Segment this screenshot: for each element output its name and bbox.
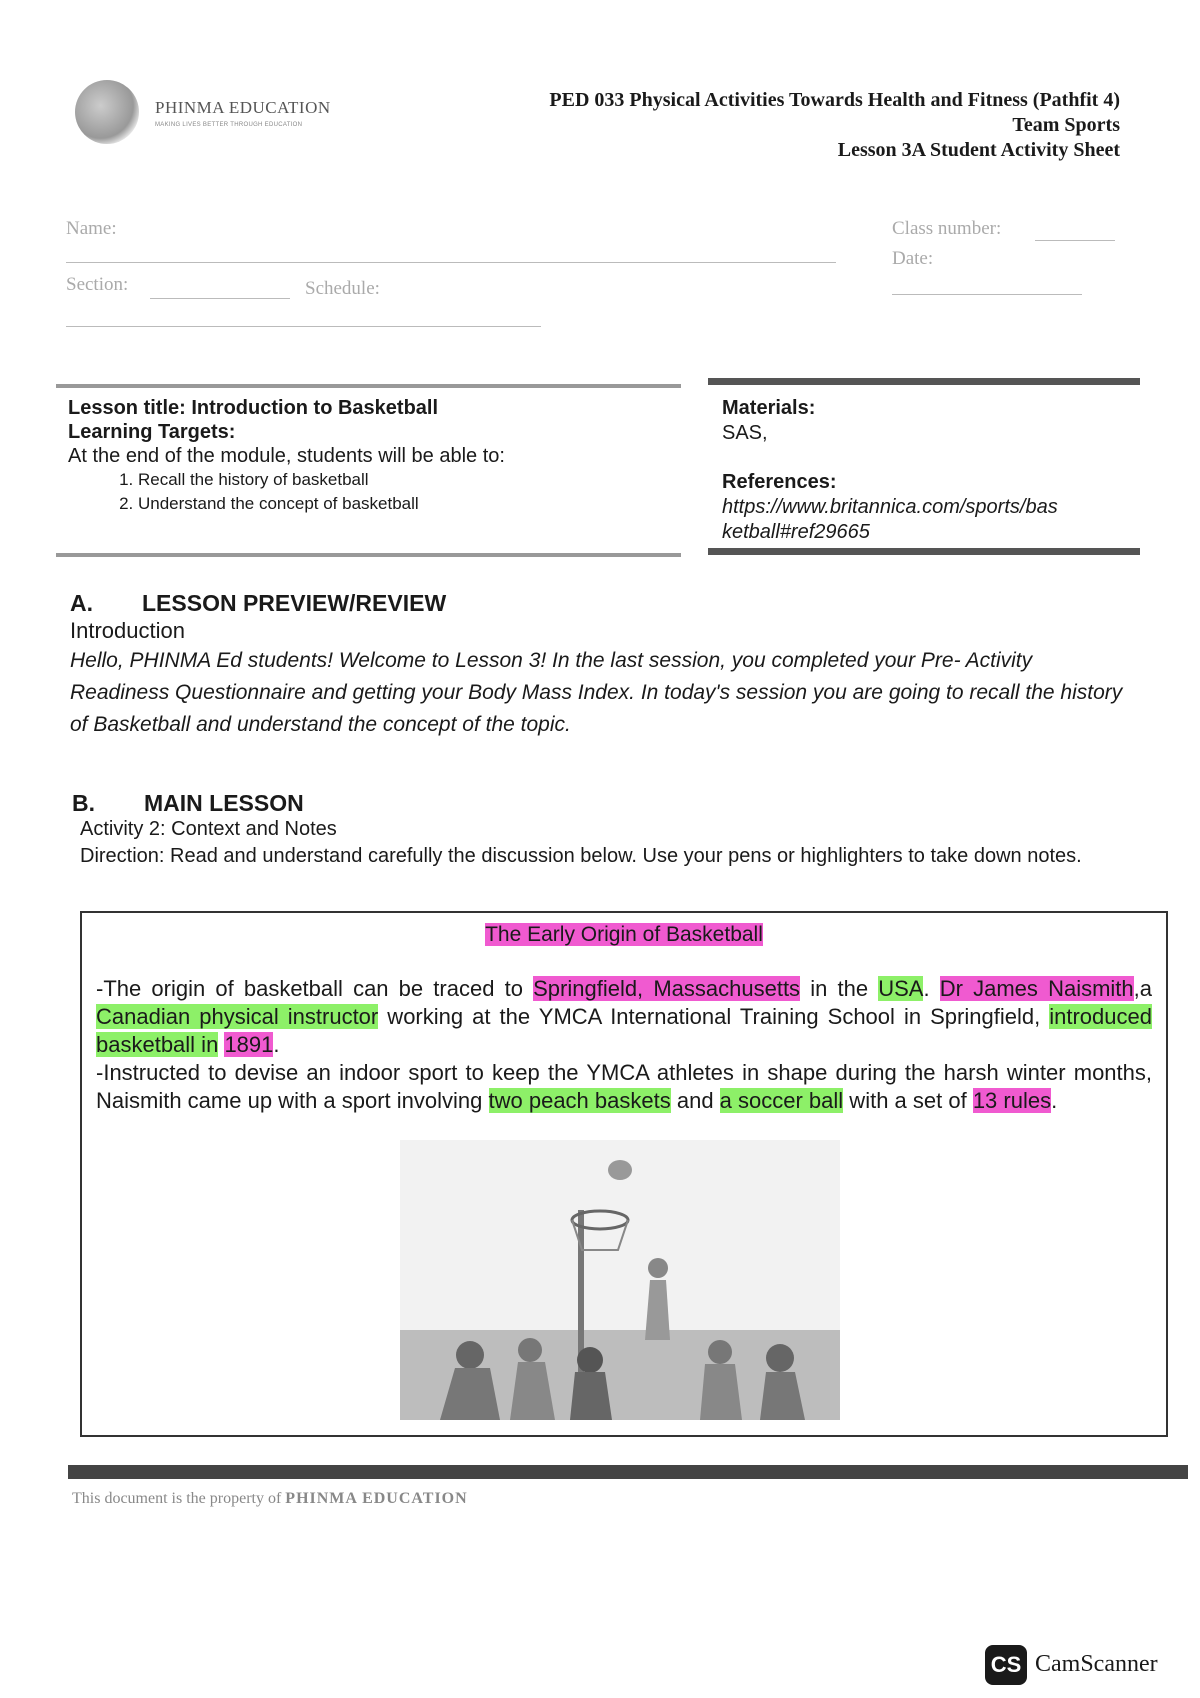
class-number-underline[interactable] <box>1035 240 1115 241</box>
reference-link-line2[interactable]: ketball#ref29665 <box>722 521 870 543</box>
highlight-introduced: introduced basketball in <box>96 1004 1152 1057</box>
lesson-top-rule <box>56 384 681 388</box>
references-label: References: <box>722 471 837 493</box>
target-item: 1. Recall the history of basketball <box>138 468 678 492</box>
text-span: ,a <box>1133 976 1152 1001</box>
phinma-logo <box>75 80 335 140</box>
document-header <box>549 88 1120 163</box>
materials-top-rule <box>708 378 1140 385</box>
early-basketball-photo <box>400 1140 840 1420</box>
logo-name: PHINMA EDUCATION <box>155 98 331 117</box>
date-label: Date: <box>892 248 934 269</box>
section-label: Section: <box>66 274 129 295</box>
footer-org: PHINMA EDUCATION <box>285 1490 468 1507</box>
course-title: PED 033 Physical Activities Towards Health and Fitness (Pathfit 4) <box>549 89 1120 111</box>
direction-text: Direction: Read and understand carefully the discussion below. Use your pens or highlighters to take down notes. <box>80 845 1082 867</box>
target-item: 2. Understand the concept of basketball <box>138 492 678 516</box>
class-number-label: Class number: <box>892 218 1002 239</box>
text-span: with a set of <box>843 1088 973 1113</box>
section-a-sub: Introduction <box>70 618 185 643</box>
globe-logo-icon <box>75 80 139 144</box>
section-b-heading: MAIN LESSON <box>144 790 304 816</box>
footer-rule <box>68 1465 1188 1479</box>
lesson-title-label: Lesson title: <box>68 397 186 419</box>
text-span: -Instructed to devise an indoor sport to keep the YMCA athletes in shape during the harsh winter months, Naismith came up with a sport involving <box>96 1060 1152 1113</box>
highlight-soccer-ball: a soccer ball <box>719 1088 844 1113</box>
section-a-letter: A. <box>70 590 93 616</box>
date-underline[interactable] <box>892 294 1082 295</box>
activity-label: Activity 2: Context and Notes <box>80 818 337 840</box>
paragraph-origin <box>96 975 1152 1059</box>
highlight-instructor: Canadian physical instructor <box>96 1004 379 1029</box>
box-title-text: The Early Origin of Basketball <box>485 923 763 946</box>
text-span: . <box>923 976 940 1001</box>
text-span: . <box>1051 1088 1058 1113</box>
lesson-bottom-rule <box>56 553 681 557</box>
section-underline[interactable] <box>150 298 290 299</box>
name-underline[interactable] <box>66 262 836 263</box>
highlight-springfield: Springfield, Massachusetts <box>533 976 801 1001</box>
learning-targets-label: Learning Targets: <box>68 421 236 443</box>
targets-intro: At the end of the module, students will be able to: <box>68 445 505 467</box>
section-b-letter: B. <box>72 790 95 816</box>
schedule-label: Schedule: <box>305 278 380 299</box>
text-span: working at the YMCA International Training School in Springfield, <box>378 1004 1050 1029</box>
paragraph-invention <box>96 1059 1152 1115</box>
reference-link-line1[interactable]: https://www.britannica.com/sports/bas <box>722 496 1058 518</box>
camscanner-logo-icon: CS <box>985 1645 1027 1685</box>
footer-prefix: This document is the property of <box>72 1490 282 1507</box>
text-span: in the <box>800 976 879 1001</box>
logo-tagline: MAKING LIVES BETTER THROUGH EDUCATION <box>155 122 303 128</box>
materials-value: SAS, <box>722 422 768 444</box>
text-span: -The origin of basketball can be traced to <box>96 976 534 1001</box>
highlight-13-rules: 13 rules <box>972 1088 1052 1113</box>
footer-text <box>72 1490 468 1508</box>
lesson-title-line <box>68 396 678 420</box>
sheet-title: Lesson 3A Student Activity Sheet <box>837 139 1120 161</box>
name-label: Name: <box>66 218 117 239</box>
lesson-title: Introduction to Basketball <box>191 397 439 419</box>
subject-title: Team Sports <box>1012 114 1120 136</box>
materials-label: Materials: <box>722 397 816 419</box>
highlight-naismith: Dr James Naismith <box>939 976 1134 1001</box>
text-span: . <box>273 1032 280 1057</box>
targets-list <box>68 468 678 516</box>
camscanner-name: CamScanner <box>1035 1651 1158 1677</box>
box-body <box>96 975 1152 1115</box>
highlight-usa: USA <box>878 976 924 1001</box>
highlight-peach-baskets: two peach baskets <box>488 1088 671 1113</box>
lesson-info <box>68 396 678 516</box>
camscanner-watermark <box>985 1645 1200 1685</box>
schedule-underline[interactable] <box>66 326 541 327</box>
materials-block <box>722 396 1142 545</box>
highlight-year: 1891 <box>224 1032 274 1057</box>
section-a-body: Hello, PHINMA Ed students! Welcome to Lesson 3! In the last session, you completed your Pre- Activity Readiness Questionnaire and getting your Body Mass Index. In today's session you are going to recall the history of Basketball and understand the concept of the topic. <box>70 649 1123 736</box>
text-span: and <box>670 1088 720 1113</box>
materials-bottom-rule <box>708 548 1140 555</box>
section-a-heading: LESSON PREVIEW/REVIEW <box>142 590 447 616</box>
box-title <box>82 923 1166 947</box>
